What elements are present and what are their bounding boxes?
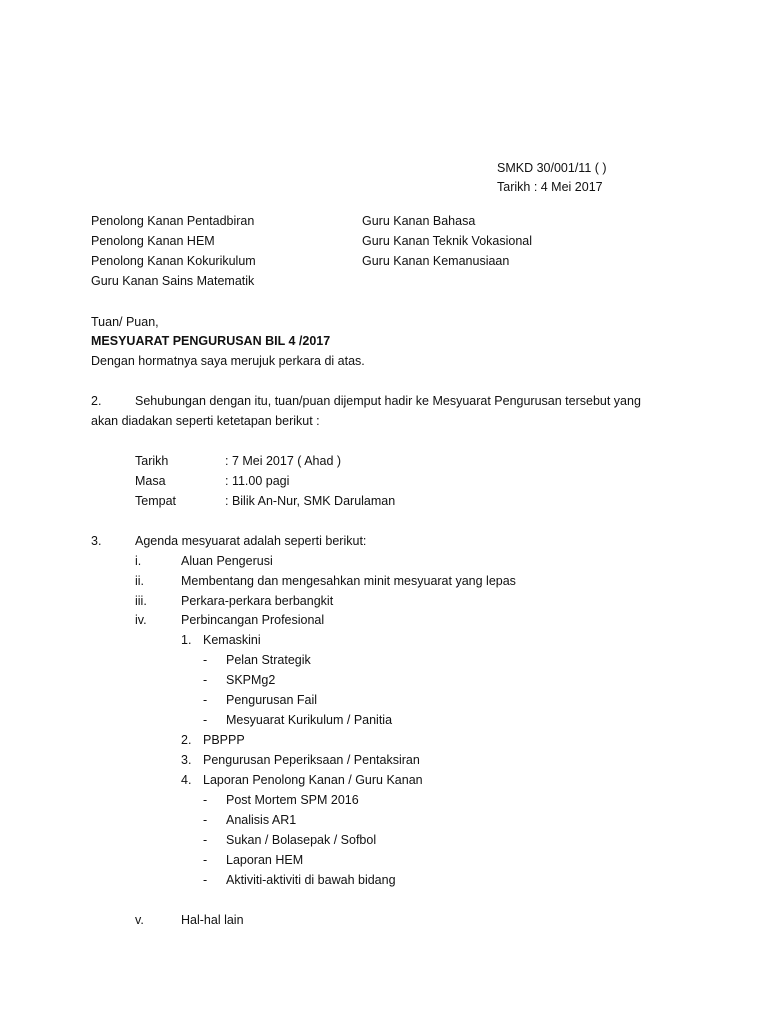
- recipient: Guru Kanan Kemanusiaan: [362, 254, 510, 268]
- agenda-intro: Agenda mesyuarat adalah seperti berikut:: [135, 534, 367, 548]
- paragraph-number: 3.: [91, 534, 102, 548]
- bullet-item: Pelan Strategik: [226, 653, 311, 667]
- bullet-dash: -: [203, 873, 208, 887]
- detail-value: : 11.00 pagi: [225, 474, 290, 488]
- bullet-dash: -: [203, 833, 208, 847]
- recipient: Penolong Kanan HEM: [91, 234, 215, 248]
- paragraph-text: Sehubungan dengan itu, tuan/puan dijemput hadir ke Mesyuarat Pengurusan tersebut yang: [135, 394, 641, 408]
- agenda-number: iii.: [135, 594, 147, 608]
- subject-heading: MESYUARAT PENGURUSAN BIL 4 /2017: [91, 334, 331, 348]
- agenda-item: Hal-hal lain: [181, 913, 244, 927]
- sub-agenda-item: Pengurusan Peperiksaan / Pentaksiran: [203, 753, 420, 767]
- recipient: Penolong Kanan Pentadbiran: [91, 214, 255, 228]
- agenda-item: Perbincangan Profesional: [181, 613, 325, 627]
- sub-agenda-item: PBPPP: [203, 733, 245, 747]
- sub-agenda-number: 3.: [181, 753, 192, 767]
- sub-agenda-number: 1.: [181, 633, 192, 647]
- detail-value: : 7 Mei 2017 ( Ahad ): [225, 454, 342, 468]
- reference-number: SMKD 30/001/11 ( ): [497, 161, 607, 175]
- bullet-dash: -: [203, 673, 208, 687]
- paragraph-text: akan diadakan seperti ketetapan berikut :: [91, 414, 320, 428]
- bullet-dash: -: [203, 813, 208, 827]
- bullet-item: SKPMg2: [226, 673, 276, 687]
- agenda-item: Aluan Pengerusi: [181, 554, 273, 568]
- agenda-number: iv.: [135, 613, 147, 627]
- bullet-dash: -: [203, 793, 208, 807]
- recipient: Penolong Kanan Kokurikulum: [91, 254, 256, 268]
- sub-agenda-number: 2.: [181, 733, 192, 747]
- recipient: Guru Kanan Bahasa: [362, 214, 476, 228]
- sub-agenda-item: Laporan Penolong Kanan / Guru Kanan: [203, 773, 423, 787]
- opening-line: Dengan hormatnya saya merujuk perkara di atas.: [91, 354, 365, 368]
- bullet-item: Laporan HEM: [226, 853, 304, 867]
- agenda-number: ii.: [135, 574, 145, 588]
- agenda-item: Perkara-perkara berbangkit: [181, 594, 334, 608]
- bullet-dash: -: [203, 653, 208, 667]
- sub-agenda-item: Kemaskini: [203, 633, 261, 647]
- bullet-item: Mesyuarat Kurikulum / Panitia: [226, 713, 393, 727]
- bullet-item: Analisis AR1: [226, 813, 297, 827]
- paragraph-number: 2.: [91, 394, 102, 408]
- salutation: Tuan/ Puan,: [91, 315, 159, 329]
- detail-value: : Bilik An-Nur, SMK Darulaman: [225, 494, 396, 508]
- agenda-number: i.: [135, 554, 142, 568]
- recipient: Guru Kanan Teknik Vokasional: [362, 234, 533, 248]
- detail-label: Tempat: [135, 494, 176, 508]
- detail-label: Tarikh: [135, 454, 169, 468]
- bullet-item: Sukan / Bolasepak / Sofbol: [226, 833, 377, 847]
- agenda-item: Membentang dan mengesahkan minit mesyuarat yang lepas: [181, 574, 516, 588]
- bullet-dash: -: [203, 693, 208, 707]
- bullet-dash: -: [203, 713, 208, 727]
- bullet-item: Aktiviti-aktiviti di bawah bidang: [226, 873, 396, 887]
- letter-date: Tarikh : 4 Mei 2017: [497, 180, 603, 194]
- bullet-dash: -: [203, 853, 208, 867]
- detail-label: Masa: [135, 474, 166, 488]
- bullet-item: Pengurusan Fail: [226, 693, 318, 707]
- sub-agenda-number: 4.: [181, 773, 192, 787]
- agenda-number: v.: [135, 913, 144, 927]
- bullet-item: Post Mortem SPM 2016: [226, 793, 359, 807]
- recipient: Guru Kanan Sains Matematik: [91, 274, 255, 288]
